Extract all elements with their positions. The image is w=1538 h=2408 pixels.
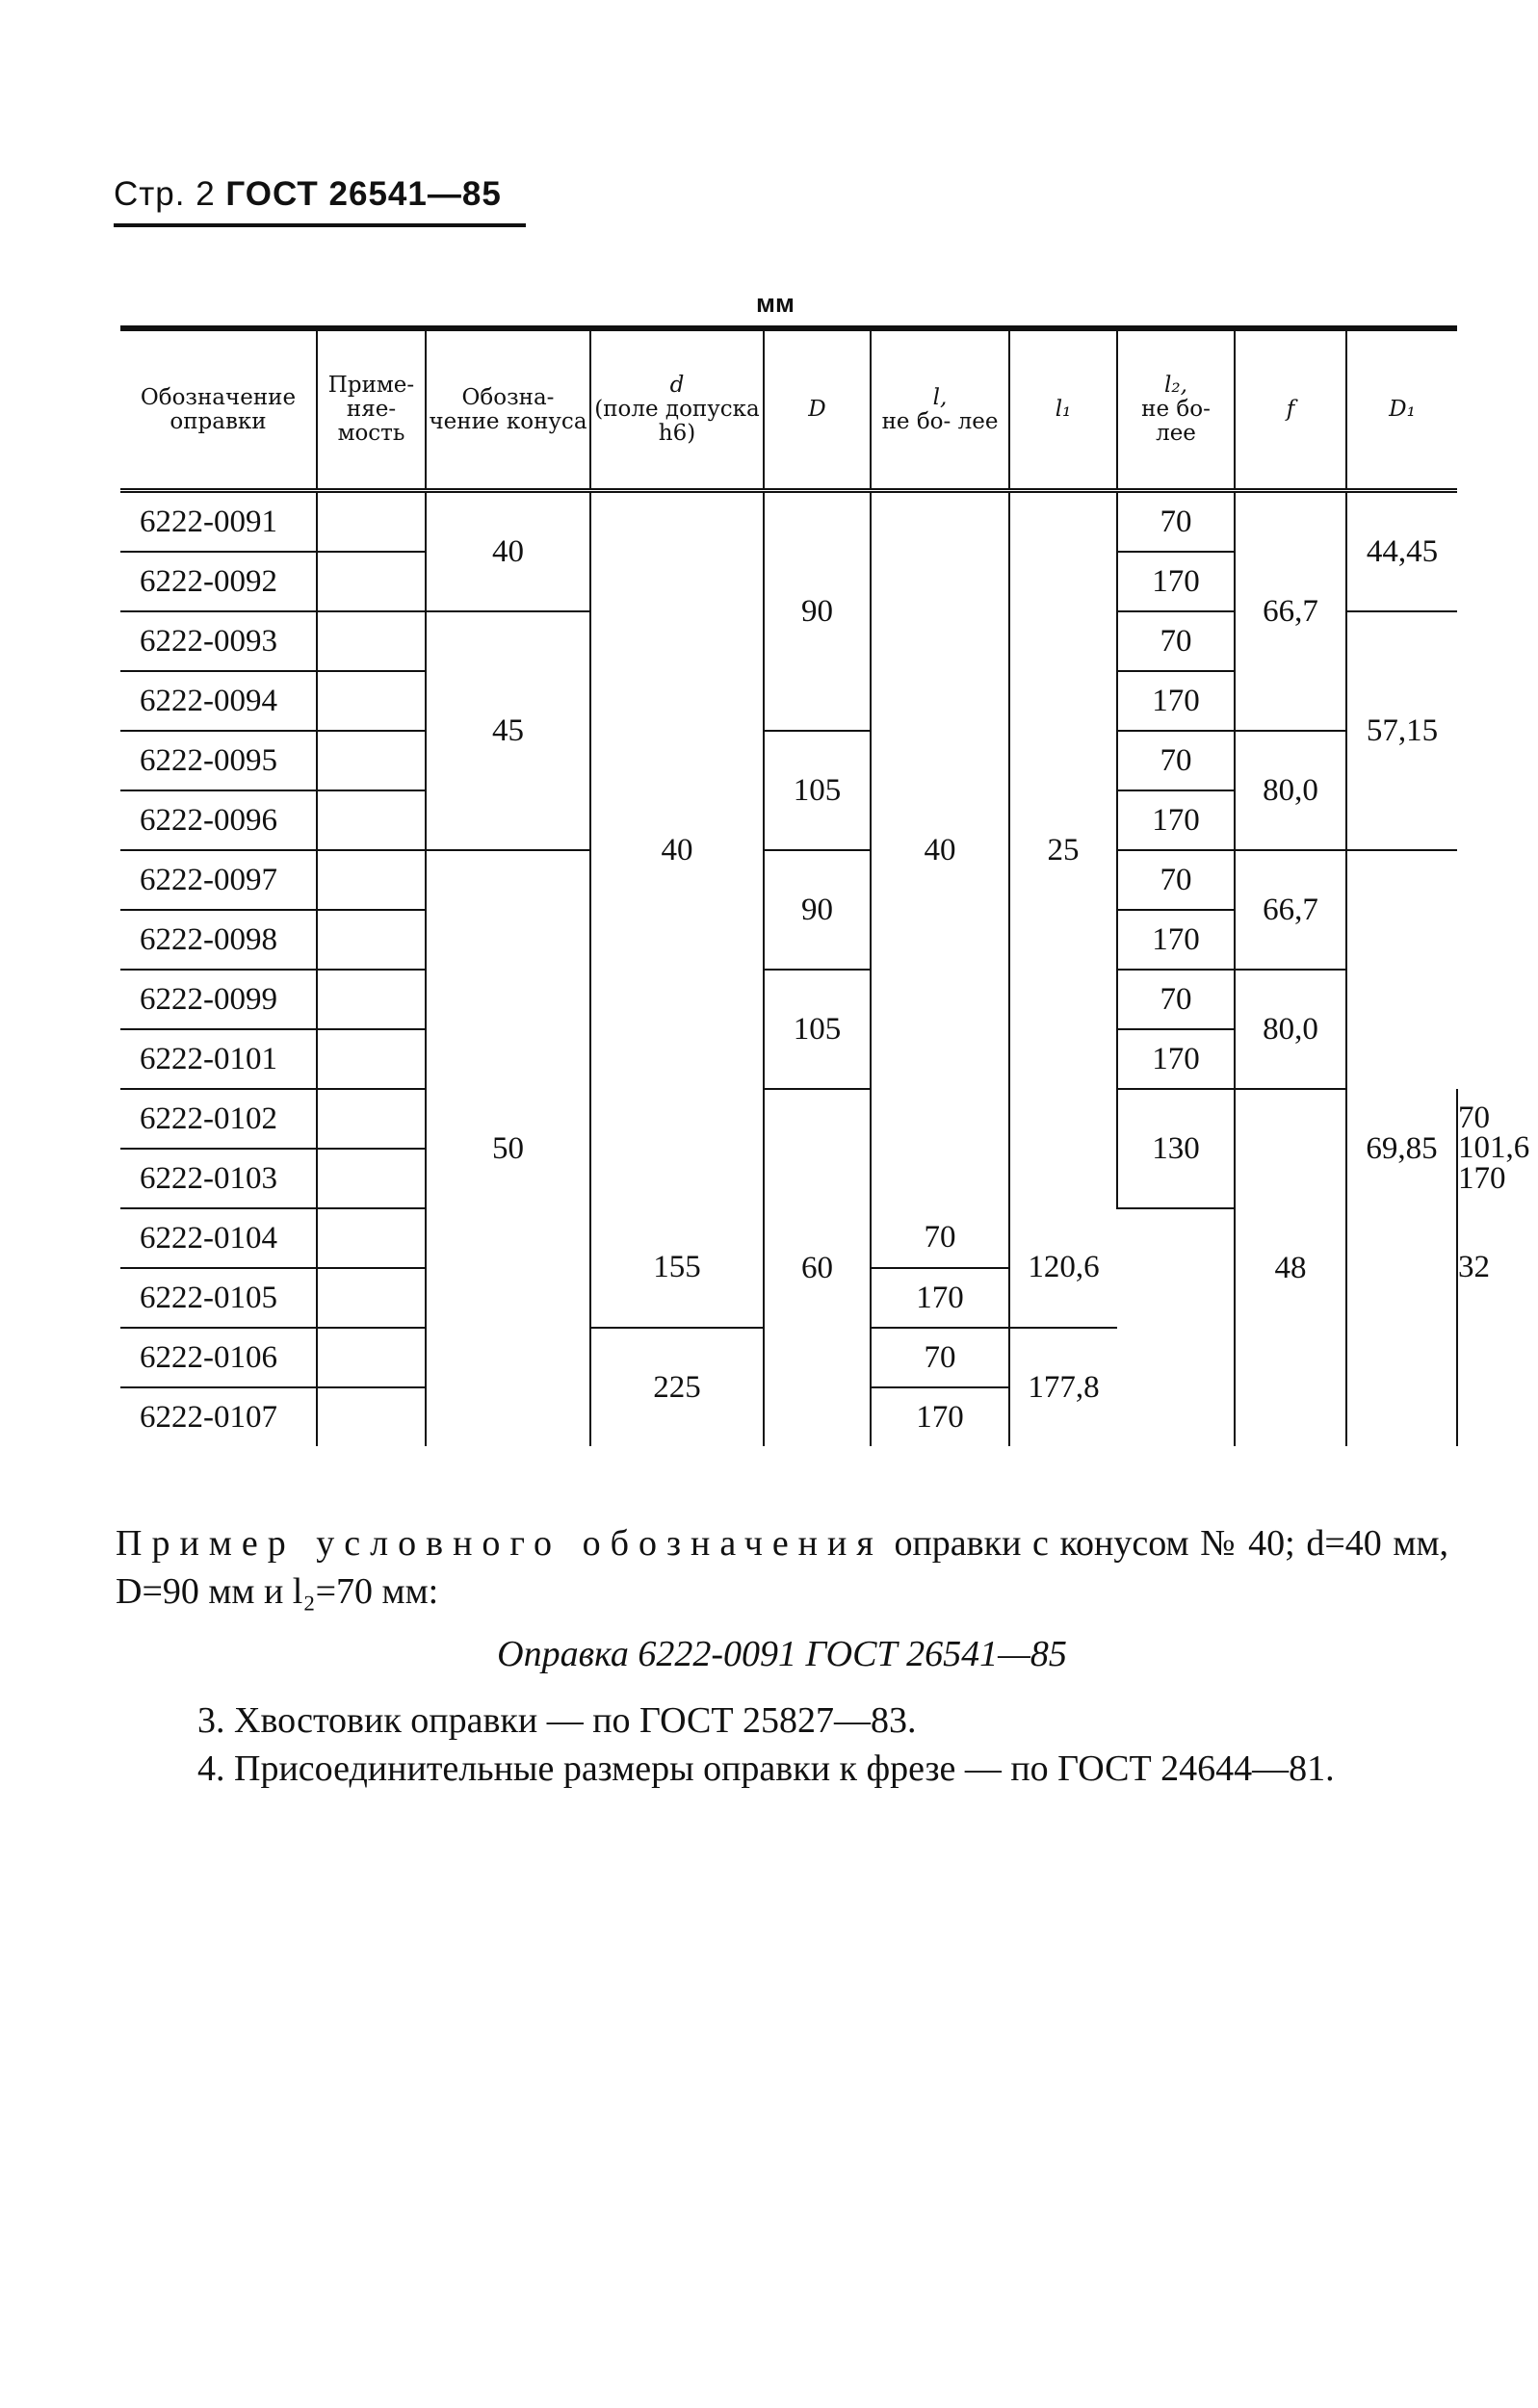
designation-cell: 6222-0094 (120, 671, 317, 731)
applicability-cell (317, 1089, 426, 1149)
l2-cell: 70 (1117, 850, 1235, 910)
l2-cell: 70 (1117, 611, 1235, 671)
designation-cell: 6222-0099 (120, 970, 317, 1029)
l2-cell: 70 (1117, 731, 1235, 790)
applicability-cell (317, 1149, 426, 1208)
D1-cell: 44,45 (1346, 491, 1457, 612)
header-rule (114, 223, 526, 227)
header-D1: D₁ (1346, 328, 1457, 491)
header-d (590, 328, 764, 491)
designation-cell: 6222-0091 (120, 491, 317, 553)
d-cell: 60 (764, 1089, 871, 1446)
l2-cell: 170 (1117, 790, 1235, 850)
l2-cell: 170 (1117, 552, 1235, 611)
designation-cell: 6222-0092 (120, 552, 317, 611)
table-row (120, 970, 1457, 1029)
mandrel-dimensions-table (120, 325, 1530, 1446)
l2-cell: 170 (871, 1387, 1009, 1446)
l2-cell: 70 (871, 1208, 1009, 1268)
f-cell: 177,8 (1009, 1328, 1117, 1446)
designation-cell: 6222-0103 (120, 1149, 317, 1208)
f-cell: 66,7 (1235, 491, 1346, 732)
header-l-symbol: l, (932, 384, 948, 410)
designation-cell: 6222-0101 (120, 1029, 317, 1089)
D-cell: 155 (590, 1208, 764, 1328)
designation-cell: 6222-0102 (120, 1089, 317, 1149)
l-cell: 48 (1235, 1089, 1346, 1446)
table-row (120, 491, 1457, 553)
example-designation: Оправка 6222-0091 ГОСТ 26541—85 (497, 1634, 1067, 1674)
designation-cell: 6222-0097 (120, 850, 317, 910)
header-f: f (1235, 328, 1346, 491)
l2-cell: 170 (1117, 910, 1235, 970)
D-cell: 105 (764, 970, 871, 1089)
header-l (871, 328, 1009, 491)
l2-cell: 70 (871, 1328, 1009, 1387)
table-row (120, 850, 1457, 910)
header-l2-symbol: l₂, (1164, 373, 1187, 398)
header-l-note: не бо- лее (881, 408, 999, 434)
f-cell: 80,0 (1235, 731, 1346, 850)
D-cell: 90 (764, 850, 871, 970)
example-text: оправки с конусом № 40; d=40 мм, D=90 мм и l₂=70 мм: (116, 1523, 1449, 1612)
D1-cell: 69,85 (1346, 850, 1457, 1446)
header-cone: Обозна- чение конуса (426, 328, 590, 491)
applicability-cell (317, 1029, 426, 1089)
l2-cell: 170 (1117, 1029, 1235, 1089)
applicability-cell (317, 731, 426, 790)
cone-cell: 50 (426, 850, 590, 1446)
l2-cell: 170 (871, 1268, 1009, 1328)
cone-cell: 40 (426, 491, 590, 612)
page-header (114, 175, 502, 214)
header-l2 (1117, 328, 1235, 491)
applicability-cell (317, 552, 426, 611)
l-cell: 40 (871, 491, 1009, 1209)
l1-cell: 25 (1009, 491, 1117, 1209)
table-row: 6222-0102 60 130 48 32 70 101,6 (120, 1089, 1457, 1149)
table-row (120, 731, 1457, 790)
header-d-note: (поле допуска h6) (594, 397, 760, 446)
header-l2-note: не бо- лее (1141, 397, 1211, 446)
designation-cell: 6222-0104 (120, 1208, 317, 1268)
table-row: 6222-0103 170 (120, 1149, 1457, 1208)
table-header-row (120, 328, 1457, 491)
unit-label: мм (756, 289, 795, 318)
designation-cell: 6222-0105 (120, 1268, 317, 1328)
applicability-cell (317, 611, 426, 671)
l2-cell: 170 (1117, 671, 1235, 731)
example-paragraph (116, 1519, 1448, 1616)
f-cell: 120,6 (1009, 1208, 1117, 1328)
applicability-cell (317, 970, 426, 1029)
applicability-cell (317, 1268, 426, 1328)
applicability-cell (317, 910, 426, 970)
D-cell: 225 (590, 1328, 764, 1446)
header-d-symbol: d (669, 373, 685, 398)
l2-cell: 70 (1117, 970, 1235, 1029)
header-D: D (764, 328, 871, 491)
D-cell: 130 (1117, 1089, 1235, 1208)
cone-cell: 45 (426, 611, 590, 850)
item-4: 4. Присоединительные размеры оправки к фрезе — по ГОСТ 24644—81. (197, 1748, 1335, 1789)
applicability-cell (317, 1208, 426, 1268)
designation-cell: 6222-0107 (140, 1399, 277, 1435)
page-number: Стр. 2 (114, 175, 216, 213)
applicability-cell (317, 671, 426, 731)
example-lead: Пример условного обозначения (116, 1523, 883, 1564)
f-cell: 80,0 (1235, 970, 1346, 1089)
applicability-cell (317, 491, 426, 553)
designation-cell: 6222-0095 (120, 731, 317, 790)
applicability-cell (317, 1387, 426, 1446)
header-applicability: Приме- няе- мость (317, 328, 426, 491)
standard-number: ГОСТ 26541—85 (225, 175, 502, 213)
designation-cell: 6222-0096 (120, 790, 317, 850)
D-cell: 105 (764, 731, 871, 850)
applicability-cell (317, 1328, 426, 1387)
D1-cell: 57,15 (1346, 611, 1457, 850)
header-designation: Обозначение оправки (120, 328, 317, 491)
applicability-cell (317, 790, 426, 850)
d-cell: 40 (590, 491, 764, 1209)
D-cell: 90 (764, 491, 871, 732)
header-l1: l₁ (1009, 328, 1117, 491)
applicability-cell (317, 850, 426, 910)
designation-cell: 6222-0093 (120, 611, 317, 671)
f-cell: 66,7 (1235, 850, 1346, 970)
l2-cell: 70 (1117, 491, 1235, 553)
designation-cell: 6222-0098 (120, 910, 317, 970)
item-3: 3. Хвостовик оправки — по ГОСТ 25827—83. (197, 1700, 917, 1741)
designation-cell: 6222-0106 (120, 1328, 317, 1387)
